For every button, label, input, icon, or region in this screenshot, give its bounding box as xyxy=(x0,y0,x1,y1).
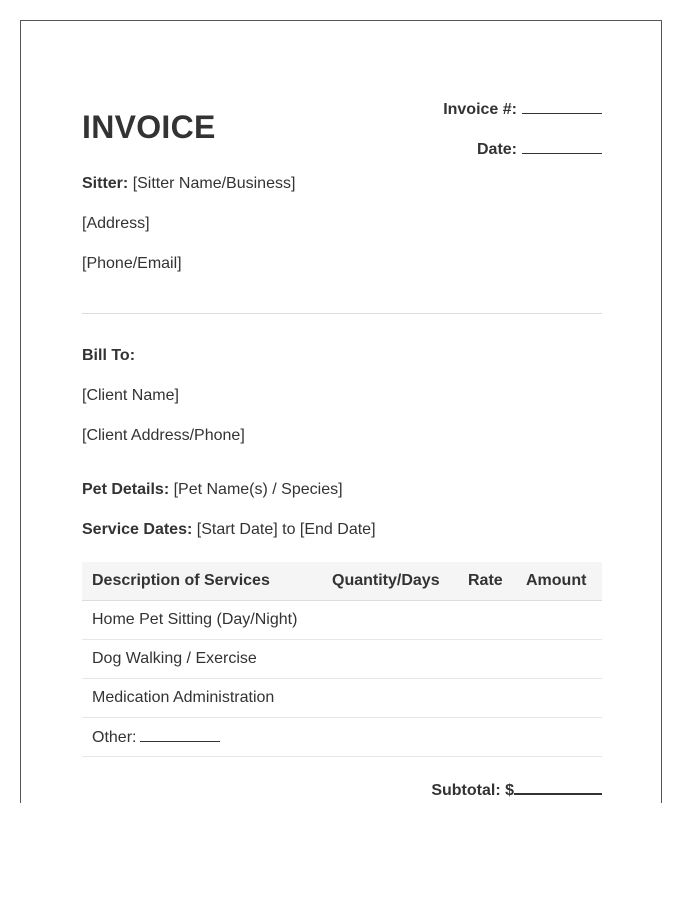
pet-details-line xyxy=(82,480,343,500)
bill-to-label: Bill To: xyxy=(82,347,136,364)
service-dates-value: [Start Date] to [End Date] xyxy=(196,521,376,538)
invoice-date-line xyxy=(477,139,602,160)
quantity-cell xyxy=(322,640,458,679)
table-row xyxy=(82,718,602,757)
subtotal-blank xyxy=(514,779,602,795)
service-dates-line xyxy=(82,520,376,540)
amount-cell xyxy=(516,640,602,679)
subtotal-line xyxy=(431,779,602,801)
other-service-blank xyxy=(140,727,220,742)
column-header-quantity: Quantity/Days xyxy=(322,562,458,601)
sitter-contact: [Phone/Email] xyxy=(82,255,182,272)
sitter-name: [Sitter Name/Business] xyxy=(132,175,296,192)
rate-cell xyxy=(458,640,516,679)
service-description: Home Pet Sitting (Day/Night) xyxy=(82,601,322,640)
invoice-sheet xyxy=(20,20,662,803)
invoice-number-blank xyxy=(522,99,602,114)
invoice-date-label: Date: xyxy=(476,141,517,158)
column-header-description: Description of Services xyxy=(82,562,322,601)
invoice-title: INVOICE xyxy=(82,109,216,145)
client-address: [Client Address/Phone] xyxy=(82,427,245,444)
invoice-number-label: Invoice #: xyxy=(443,101,517,118)
pet-details-value: [Pet Name(s) / Species] xyxy=(173,481,343,498)
sitter-address: [Address] xyxy=(82,215,150,232)
amount-cell xyxy=(516,601,602,640)
amount-cell xyxy=(516,718,602,757)
invoice-date-blank xyxy=(522,139,602,154)
table-header-row xyxy=(82,562,602,601)
service-dates-label: Service Dates: xyxy=(82,521,193,538)
service-description: Dog Walking / Exercise xyxy=(82,640,322,679)
table-row xyxy=(82,679,602,718)
column-header-rate: Rate xyxy=(458,562,516,601)
pet-details-label: Pet Details: xyxy=(82,481,170,498)
rate-cell xyxy=(458,718,516,757)
subtotal-label: Subtotal: $ xyxy=(431,782,514,799)
section-divider xyxy=(82,313,602,314)
other-service-cell xyxy=(82,718,322,757)
table-row xyxy=(82,601,602,640)
quantity-cell xyxy=(322,601,458,640)
client-name: [Client Name] xyxy=(82,387,179,404)
column-header-amount: Amount xyxy=(516,562,602,601)
quantity-cell xyxy=(322,679,458,718)
bill-to-line xyxy=(82,346,135,366)
service-description: Medication Administration xyxy=(82,679,322,718)
sitter-line xyxy=(82,174,295,194)
services-table xyxy=(82,562,602,757)
amount-cell xyxy=(516,679,602,718)
table-row xyxy=(82,640,602,679)
rate-cell xyxy=(458,679,516,718)
invoice-number-line xyxy=(443,99,602,120)
other-service-label: Other: xyxy=(92,729,137,746)
quantity-cell xyxy=(322,718,458,757)
rate-cell xyxy=(458,601,516,640)
sitter-label: Sitter: xyxy=(82,175,129,192)
